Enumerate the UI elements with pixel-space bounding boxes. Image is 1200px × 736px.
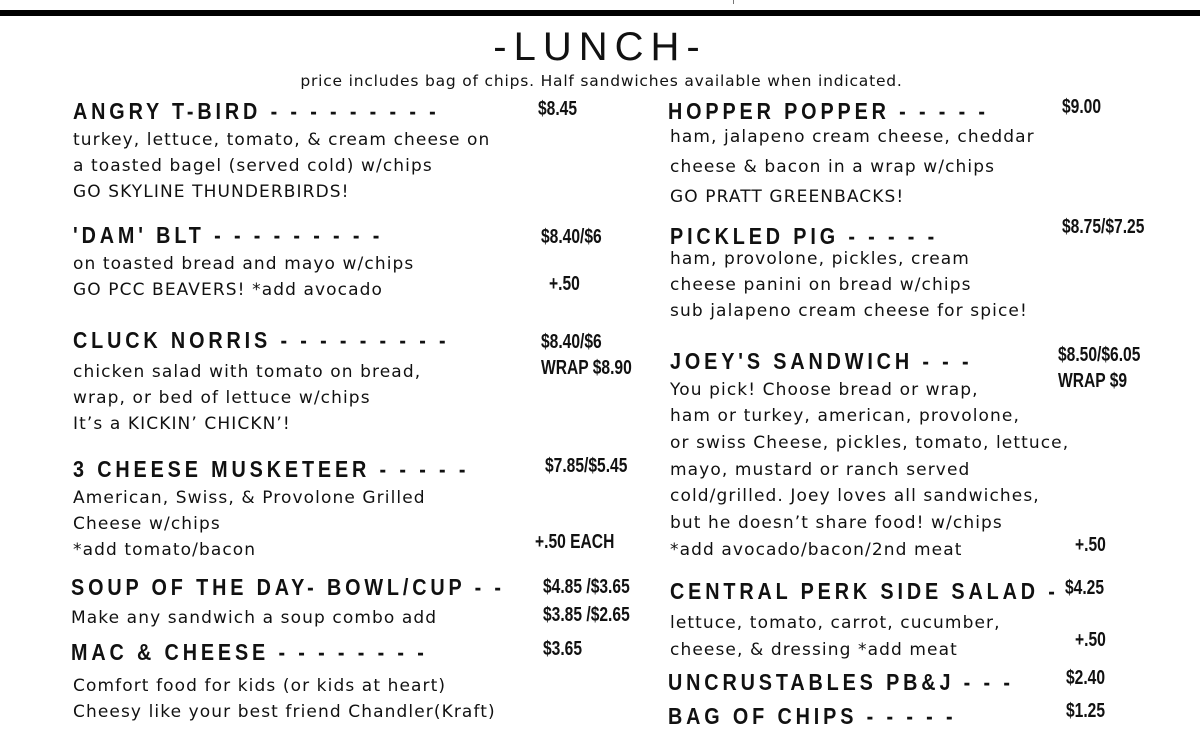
item-desc-line: cheese, & dressing *add meat bbox=[670, 640, 958, 660]
item-desc-line: You pick! Choose bread or wrap, bbox=[670, 380, 979, 400]
item-desc-line: American, Swiss, & Provolone Grilled bbox=[73, 488, 426, 508]
item-desc-line: ham, provolone, pickles, cream bbox=[670, 249, 970, 269]
item-desc-line: Make any sandwich a soup combo add bbox=[71, 608, 438, 628]
item-price-bag-of-chips: $1.25 bbox=[1066, 700, 1106, 722]
item-desc-line: GO PRATT GREENBACKS! bbox=[670, 187, 905, 207]
item-addon-dam-blt: +.50 bbox=[549, 273, 580, 295]
item-desc-line: on toasted bread and mayo w/chips bbox=[73, 254, 415, 274]
item-wrap-price-cluck-norris: WRAP $8.90 bbox=[541, 357, 632, 379]
item-price-3-cheese-musketeer: $7.85/$5.45 bbox=[545, 455, 628, 477]
item-desc-line: cheese panini on bread w/chips bbox=[670, 275, 972, 295]
item-desc-line: or swiss Cheese, pickles, tomato, lettuce, bbox=[670, 433, 1070, 453]
item-desc-line: Cheesy like your best friend Chandler(Kraft) bbox=[73, 702, 496, 722]
item-price-angry-t-bird: $8.45 bbox=[538, 98, 578, 120]
item-name-angry-t-bird: ANGRY T-BIRD - - - - - - - - - bbox=[73, 98, 440, 124]
item-price-dam-blt: $8.40/$6 bbox=[541, 226, 602, 248]
item-name-central-perk-side-salad: CENTRAL PERK SIDE SALAD - bbox=[670, 578, 1059, 604]
menu-title: -LUNCH- bbox=[493, 25, 707, 69]
item-desc-line: lettuce, tomato, carrot, cucumber, bbox=[670, 613, 1001, 633]
item-name-3-cheese-musketeer: 3 CHEESE MUSKETEER - - - - - bbox=[73, 456, 470, 482]
item-desc-line: Comfort food for kids (or kids at heart) bbox=[73, 676, 447, 696]
item-desc-line: GO PCC BEAVERS! *add avocado bbox=[73, 280, 384, 300]
item-price-mac-and-cheese: $3.65 bbox=[543, 638, 583, 660]
item-desc-line: mayo, mustard or ranch served bbox=[670, 460, 971, 480]
item-name-joeys-sandwich: JOEY'S SANDWICH - - - bbox=[670, 348, 973, 374]
item-desc-line: Cheese w/chips bbox=[73, 514, 221, 534]
item-name-bag-of-chips: BAG OF CHIPS - - - - - bbox=[668, 703, 957, 729]
item-desc-line: GO SKYLINE THUNDERBIRDS! bbox=[73, 182, 350, 202]
item-addon-soup-combo: $3.85 /$2.65 bbox=[543, 604, 630, 626]
item-name-dam-blt: 'DAM' BLT - - - - - - - - - bbox=[73, 222, 384, 248]
item-desc-line: ham or turkey, american, provolone, bbox=[670, 406, 1020, 426]
item-name-mac-and-cheese: MAC & CHEESE - - - - - - - - bbox=[71, 639, 428, 665]
item-name-hopper-popper: HOPPER POPPER - - - - - bbox=[668, 98, 989, 124]
item-desc-line: It’s a KICKIN’ CHICKN’! bbox=[73, 414, 291, 434]
item-addon-joeys-sandwich: +.50 bbox=[1075, 534, 1106, 556]
item-addon-side-salad: +.50 bbox=[1075, 629, 1106, 651]
item-name-pickled-pig: PICKLED PIG - - - - - bbox=[670, 223, 939, 249]
item-price-soup-of-the-day: $4.85 /$3.65 bbox=[543, 576, 630, 598]
item-wrap-price-joeys-sandwich: WRAP $9 bbox=[1058, 370, 1128, 392]
item-desc-line: but he doesn’t share food! w/chips bbox=[670, 513, 1003, 533]
top-border bbox=[0, 10, 1200, 16]
item-desc-line: cold/grilled. Joey loves all sandwiches, bbox=[670, 486, 1040, 506]
item-name-soup-of-the-day: SOUP OF THE DAY- BOWL/CUP - - bbox=[71, 574, 505, 600]
item-name-uncrustables-pbj: UNCRUSTABLES PB&J - - - bbox=[668, 669, 1014, 695]
item-desc-line: ham, jalapeno cream cheese, cheddar bbox=[670, 127, 1035, 147]
menu-subtitle: price includes bag of chips. Half sandwiches available when indicated. bbox=[300, 72, 903, 90]
item-price-joeys-sandwich: $8.50/$6.05 bbox=[1058, 344, 1141, 366]
item-desc-line: turkey, lettuce, tomato, & cream cheese on bbox=[73, 130, 491, 150]
item-price-pickled-pig: $8.75/$7.25 bbox=[1062, 216, 1145, 238]
item-desc-line: cheese & bacon in a wrap w/chips bbox=[670, 157, 996, 177]
item-price-central-perk-side-salad: $4.25 bbox=[1065, 577, 1105, 599]
item-name-cluck-norris: CLUCK NORRIS - - - - - - - - - bbox=[73, 327, 450, 353]
item-price-hopper-popper: $9.00 bbox=[1062, 96, 1102, 118]
item-price-cluck-norris: $8.40/$6 bbox=[541, 331, 602, 353]
item-price-uncrustables-pbj: $2.40 bbox=[1066, 667, 1106, 689]
item-desc-line: *add tomato/bacon bbox=[73, 540, 257, 560]
item-desc-line: *add avocado/bacon/2nd meat bbox=[670, 540, 963, 560]
item-desc-line: wrap, or bed of lettuce w/chips bbox=[73, 388, 371, 408]
item-desc-line: a toasted bagel (served cold) w/chips bbox=[73, 156, 433, 176]
item-desc-line: chicken salad with tomato on bread, bbox=[73, 362, 422, 382]
top-tick bbox=[733, 0, 734, 4]
item-desc-line: sub jalapeno cream cheese for spice! bbox=[670, 301, 1028, 321]
item-addon-3-cheese-musketeer: +.50 EACH bbox=[535, 531, 615, 553]
